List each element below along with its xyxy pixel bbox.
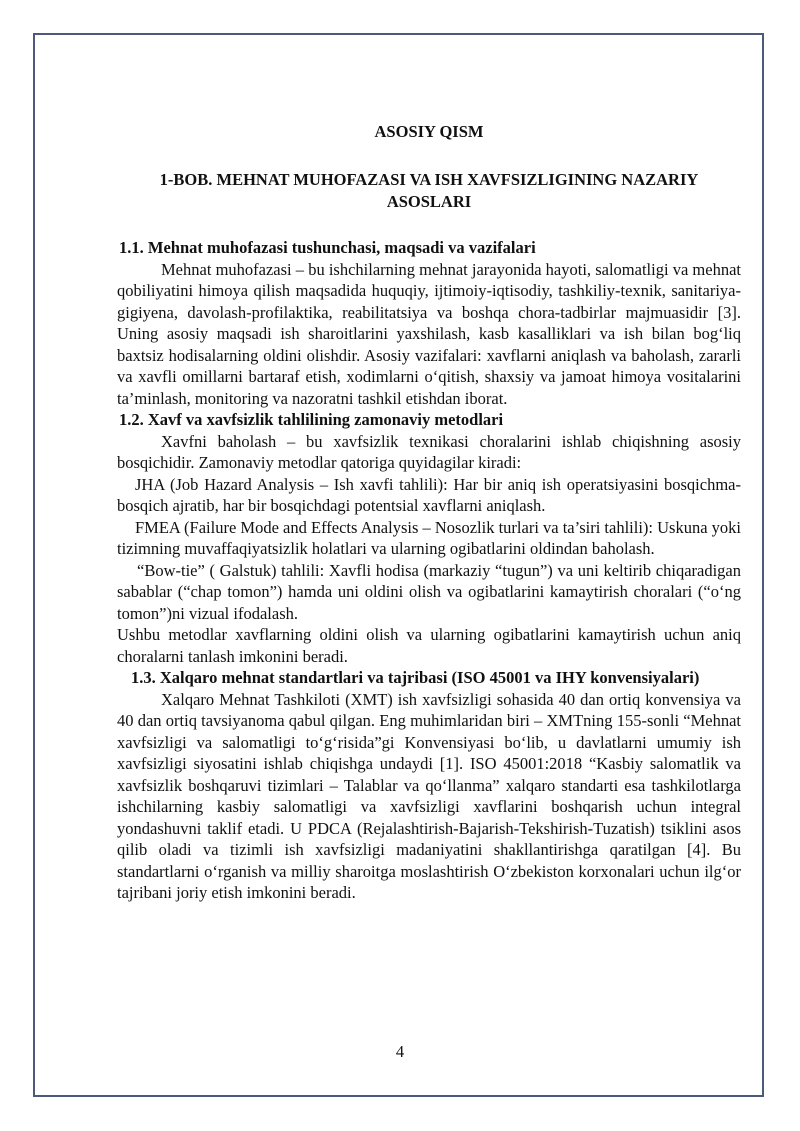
paragraph-jha: JHA (Job Hazard Analysis – Ish xavfi tahlili): Har bir aniq ish operatsiyasini bosqichma-bosqich ajratib, har bir bosqichdagi potentsial xavflarni aniqlash.	[117, 474, 741, 515]
section-heading-1-3: 1.3. Xalqaro mehnat standartlari va tajribasi (ISO 45001 va IHY konvensiyalari)	[131, 668, 700, 687]
paragraph: Xavfni baholash – bu xavfsizlik texnikasi choralarini ishlab chiqishning asosiy bosqichidir. Zamonaviy metodlar qatoriga quyidagilar kiradi:	[117, 431, 741, 472]
page-number: 4	[395, 1042, 405, 1061]
chapter-title: 1-BOB. MEHNAT MUHOFAZASI VA ISH XAVFSIZLIGINING NAZARIY ASOSLARI	[159, 170, 699, 211]
section-heading-1-1: 1.1. Mehnat muhofazasi tushunchasi, maqsadi va vazifalari	[119, 238, 536, 257]
paragraph-fmea: FMEA (Failure Mode and Effects Analysis – Nosozlik turlari va ta’siri tahlili): Uskuna yoki tizimning muvaffaqiyatsizlik holatlari va ularning ogibatlarini oldindan baholash.	[117, 517, 741, 558]
main-title: ASOSIY QISM	[374, 122, 484, 141]
paragraph: Xalqaro Mehnat Tashkiloti (XMT) ish xavfsizligi sohasida 40 dan ortiq konvensiya va 40 dan ortiq tavsiyanoma qabul qilgan. Eng muhimlaridan biri – XMTning 155-sonli “Mehnat xavfsizligi va salomatligi to‘g‘risida”gi Konvensiyasi bo‘lib, u davlatlarni umumiy ish xavfsizligi siyosatini ishlab chiqishga undaydi [1]. ISO 45001:2018 “Kasbiy salomatlik va xavfsizlik boshqaruvi tizimlari – Talablar va qo‘llanma” xalqaro standarti esa tashkilotlarga ishchilarning kasbiy salomatligi va xavfsizligi xavflarini boshqarish uchun integral yondashuvni taklif etadi. U PDCA (Rejalashtirish-Bajarish-Tekshirish-Tuzatish) tsiklini asos qilib oladi va tizimli ish xavfsizligi madaniyatini shakllantirishga qaratilgan [4]. Bu standartlarni o‘rganish va milliy sharoitga moslashtirish O‘zbekiston korxonalari uchun ilg‘or tajribani joriy etish imkonini beradi.	[117, 689, 741, 902]
section-heading-1-2: 1.2. Xavf va xavfsizlik tahlilining zamonaviy metodlari	[119, 410, 504, 429]
paragraph: Mehnat muhofazasi – bu ishchilarning mehnat jarayonida hayoti, salomatligi va mehnat qobiliyatini himoya qilish maqsadida huquqiy, ijtimoiy-iqtisodiy, tashkiliy-texnik, sanitariya-gigiyena, davolash-profilaktika, reabilitatsiya va boshqa chora-tadbirlar majmuasidir [3]. Uning asosiy maqsadi ish sharoitlarini yaxshilash, kasb kasalliklari va ish bilan bog‘liq baxtsiz hodisalarning oldini olishdir. Asosiy vazifalari: xavflarni aniqlash va baholash, zararli va xavfli omillarni bartaraf etish, xodimlarni o‘qitish, shaxsiy va jamoat himoya vositalarini ta’minlash, monitoring va nazoratni tashkil etishdan iborat.	[117, 259, 741, 408]
paragraph: Ushbu metodlar xavflarning oldini olish va ularning ogibatlarini kamaytirish uchun aniq choralarni tanlash imkonini beradi.	[117, 625, 741, 666]
paragraph-bow-tie: “Bow-tie” ( Galstuk) tahlili: Xavfli hodisa (markaziy “tugun”) va uni keltirib chiqaradigan sabablar (“chap tomon”) hamda uni oldini olish va ogibatlarini kamaytirish choralari (“o‘ng tomon”)ni vizual ifodalash.	[117, 560, 741, 623]
body-text	[117, 237, 741, 904]
